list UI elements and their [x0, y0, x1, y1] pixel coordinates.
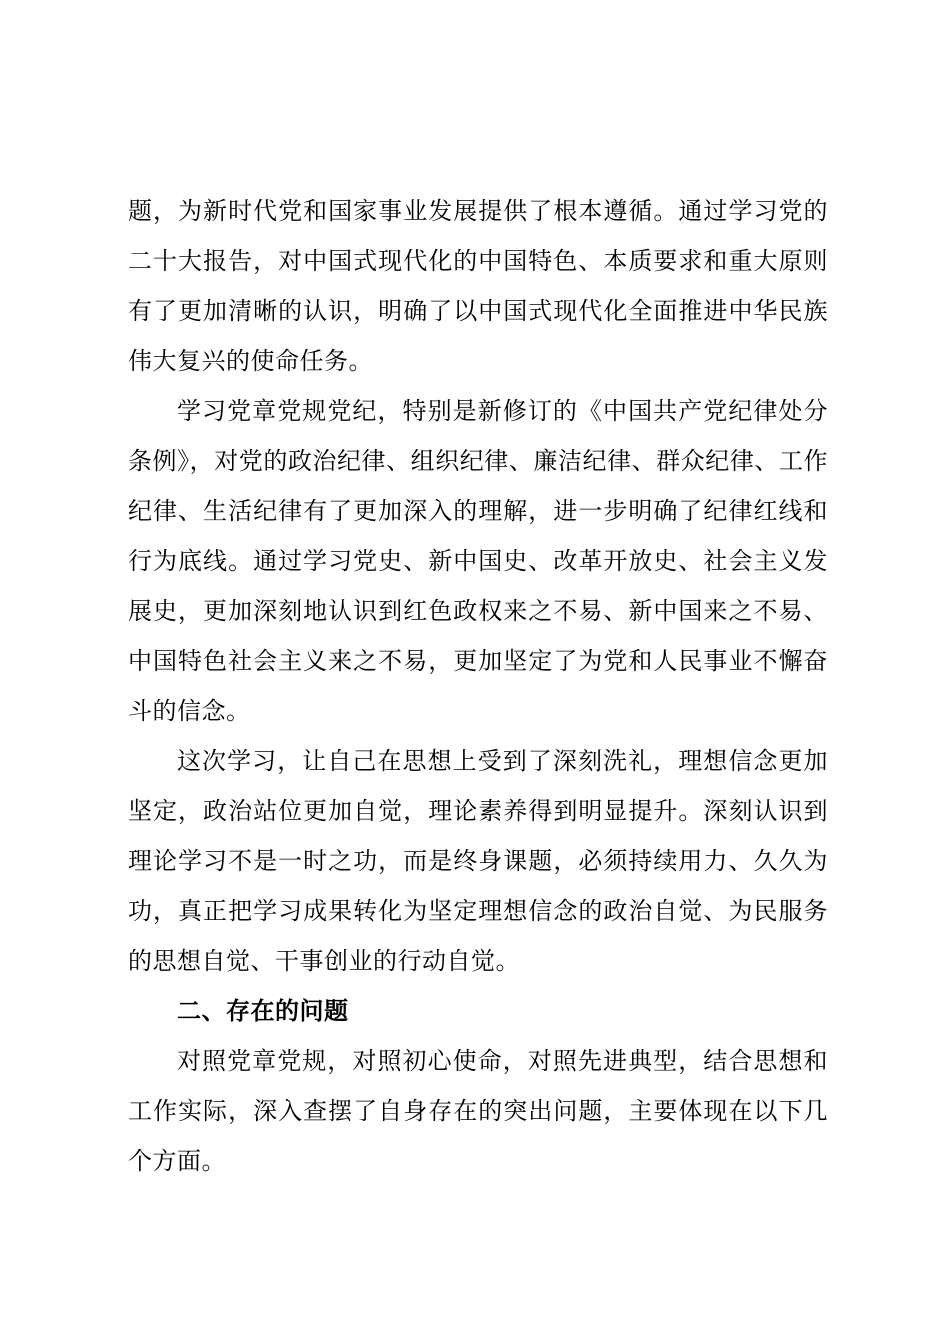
paragraph-party-rules-study: 学习党章党规党纪，特别是新修订的《中国共产党纪律处分条例》，对党的政治纪律、组织纪律、廉洁纪律、群众纪律、工作纪律、生活纪律有了更加深入的理解，进一步明确了纪律红线和行为底线。通过学习党史、新中国史、改革开放史、社会主义发展史，更加深刻地认识到红色政权来之不易、新中国来之不易、中国特色社会主义来之不易，更加坚定了为党和人民事业不懈奋斗的信念。 — [128, 397, 828, 725]
paragraph-continuation: 题，为新时代党和国家事业发展提供了根本遵循。通过学习党的二十大报告，对中国式现代化的中国特色、本质要求和重大原则有了更加清晰的认识，明确了以中国式现代化全面推进中华民族伟大复兴的使命任务。 — [128, 197, 828, 375]
paragraph-problems-intro: 对照党章党规，对照初心使命，对照先进典型，结合思想和工作实际，深入查摆了自身存在的突出问题，主要体现在以下几个方面。 — [128, 1047, 828, 1175]
paragraph-study-reflection: 这次学习，让自己在思想上受到了深刻洗礼，理想信念更加坚定，政治站位更加自觉，理论素养得到明显提升。深刻认识到理论学习不是一时之功，而是终身课题，必须持续用力、久久为功，真正把学习成果转化为坚定理想信念的政治自觉、为民服务的思想自觉、干事创业的行动自觉。 — [128, 747, 828, 975]
section-heading-problems: 二、存在的问题 — [177, 997, 349, 1025]
document-body — [128, 186, 828, 1186]
